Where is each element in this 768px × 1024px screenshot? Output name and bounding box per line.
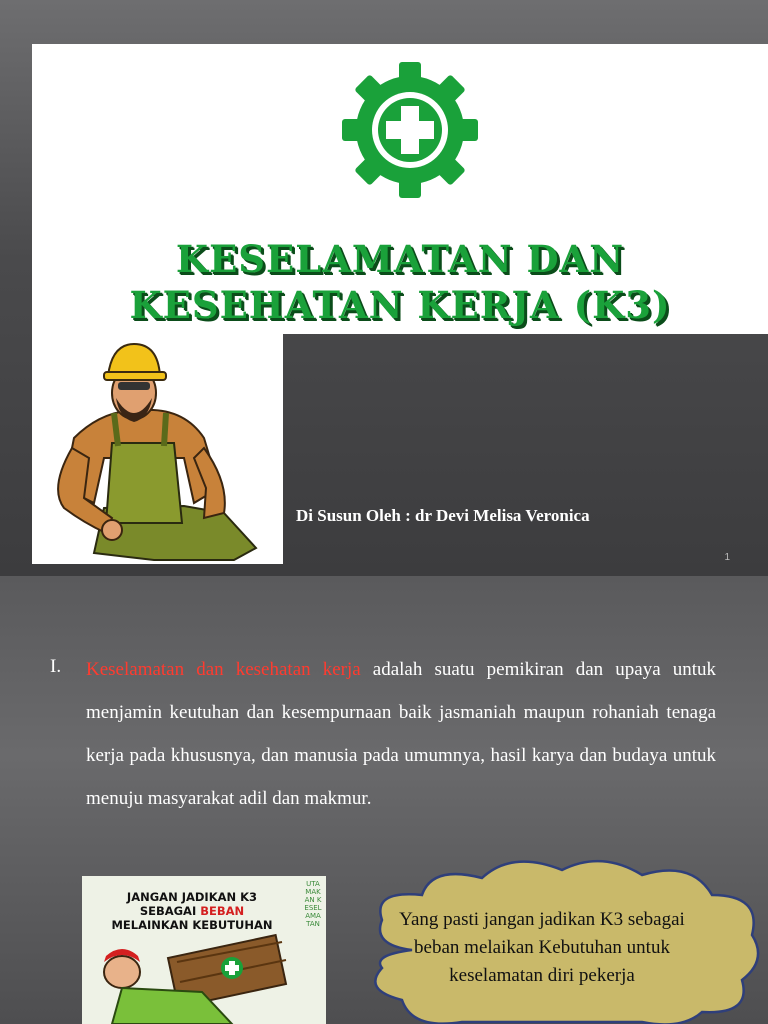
cloud-text: Yang pasti jangan jadikan K3 sebagai beban melaikan Kebutuhan untuk keselamatan diri pekerja (399, 909, 685, 986)
highlight-term: Keselamatan dan kesehatan kerja (86, 659, 361, 680)
list-number: I. (50, 656, 62, 677)
worker-illustration (34, 338, 274, 563)
poster-side-text: UTAMAKAN KESELAMATAN (304, 880, 322, 928)
page-title (32, 236, 768, 328)
worker-carrying-box-illustration (82, 932, 326, 1024)
title-line-2: KESEHATAN KERJA (K3) (129, 283, 671, 327)
poster-line-2 (82, 904, 302, 918)
poster-line-1: JANGAN JADIKAN K3 (126, 890, 258, 904)
definition-body: adalah suatu pemikiran dan upaya untuk menjamin keutuhan dan kesempurnaan baik jasmaniah maupun rohaniah tenaga kerja pada khususnya, dan manusia pada umumnya, hasil karya dan budaya untuk menuju masyarakat adil dan makmur. (86, 659, 716, 809)
k3-poster (82, 876, 326, 1024)
author-label: Di Susun Oleh : dr Devi Melisa Veronica (296, 506, 590, 525)
poster-line-2a: SEBAGAI (139, 904, 201, 918)
k3-gear-cross-icon (322, 62, 498, 198)
definition-paragraph (86, 648, 716, 820)
slide-number: 1 (724, 552, 730, 563)
poster-beban: BEBAN (200, 904, 245, 918)
poster-headline (82, 890, 302, 932)
poster-line-3: MELAINKAN KEBUTUHAN (111, 918, 273, 932)
title-line-1: KESELAMATAN DAN (175, 237, 625, 281)
